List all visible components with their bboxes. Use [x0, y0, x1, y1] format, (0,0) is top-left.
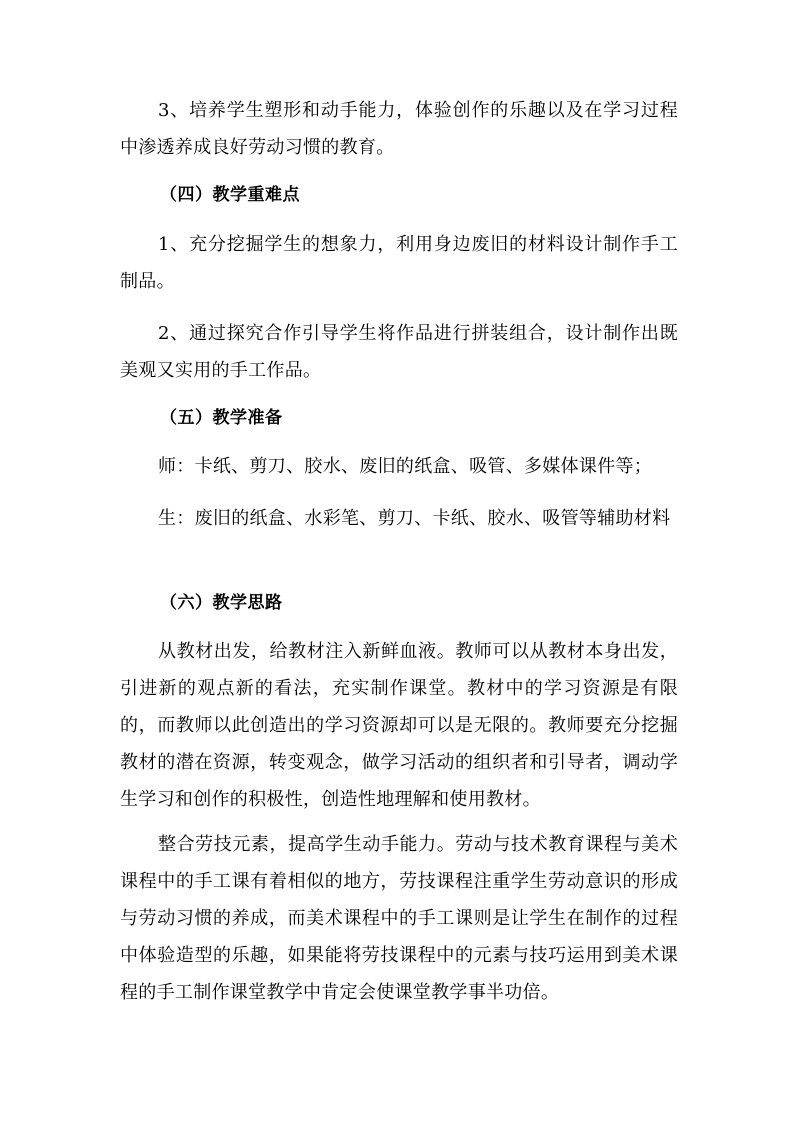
- heading-teaching-approach: （六）教学思路: [160, 593, 283, 613]
- heading-key-difficulties: （四）教学重难点: [160, 185, 300, 205]
- heading-preparation: （五）教学准备: [160, 408, 283, 428]
- paragraph-teacher-materials: 师：卡纸、剪刀、胶水、废旧的纸盒、吸管、多媒体课件等；: [158, 456, 653, 477]
- paragraph-key-2: 2、通过探究合作引导学生将作品进行拼装组合，设计制作出既美观又实用的手工作品。: [120, 323, 678, 381]
- paragraph-idea-1: 从教材出发，给教材注入新鲜血液。教师可以从教材本身出发，引进新的观点新的看法，充实制作课堂。教材中的学习资源是有限的，而教师以此创造出的学习资源却可以是无限的。教师要充分挖掘教材的潜在资源，转变观念，做学习活动的组织者和引导者，调动学生学习和创作的积极性，创造性地理解和使用教材。: [120, 641, 678, 810]
- paragraph-key-1: 1、充分挖掘学生的想象力，利用身边废旧的材料设计制作手工制品。: [120, 234, 678, 292]
- paragraph-goal-3: 3、培养学生塑形和动手能力，体验创作的乐趣以及在学习过程中渗透养成良好劳动习惯的教育。: [120, 100, 678, 158]
- paragraph-idea-2: 整合劳技元素，提高学生动手能力。劳动与技术教育课程与美术课程中的手工课有着相似的地方，劳技课程注重学生劳动意识的形成与劳动习惯的养成，而美术课程中的手工课则是让学生在制作的过程中体验造型的乐趣，如果能将劳技课程中的元素与技巧运用到美术课程的手工制作课堂教学中肯定会使课堂教学事半功倍。: [120, 834, 678, 1003]
- paragraph-student-materials: 生：废旧的纸盒、水彩笔、剪刀、卡纸、胶水、吸管等辅助材料: [158, 508, 671, 529]
